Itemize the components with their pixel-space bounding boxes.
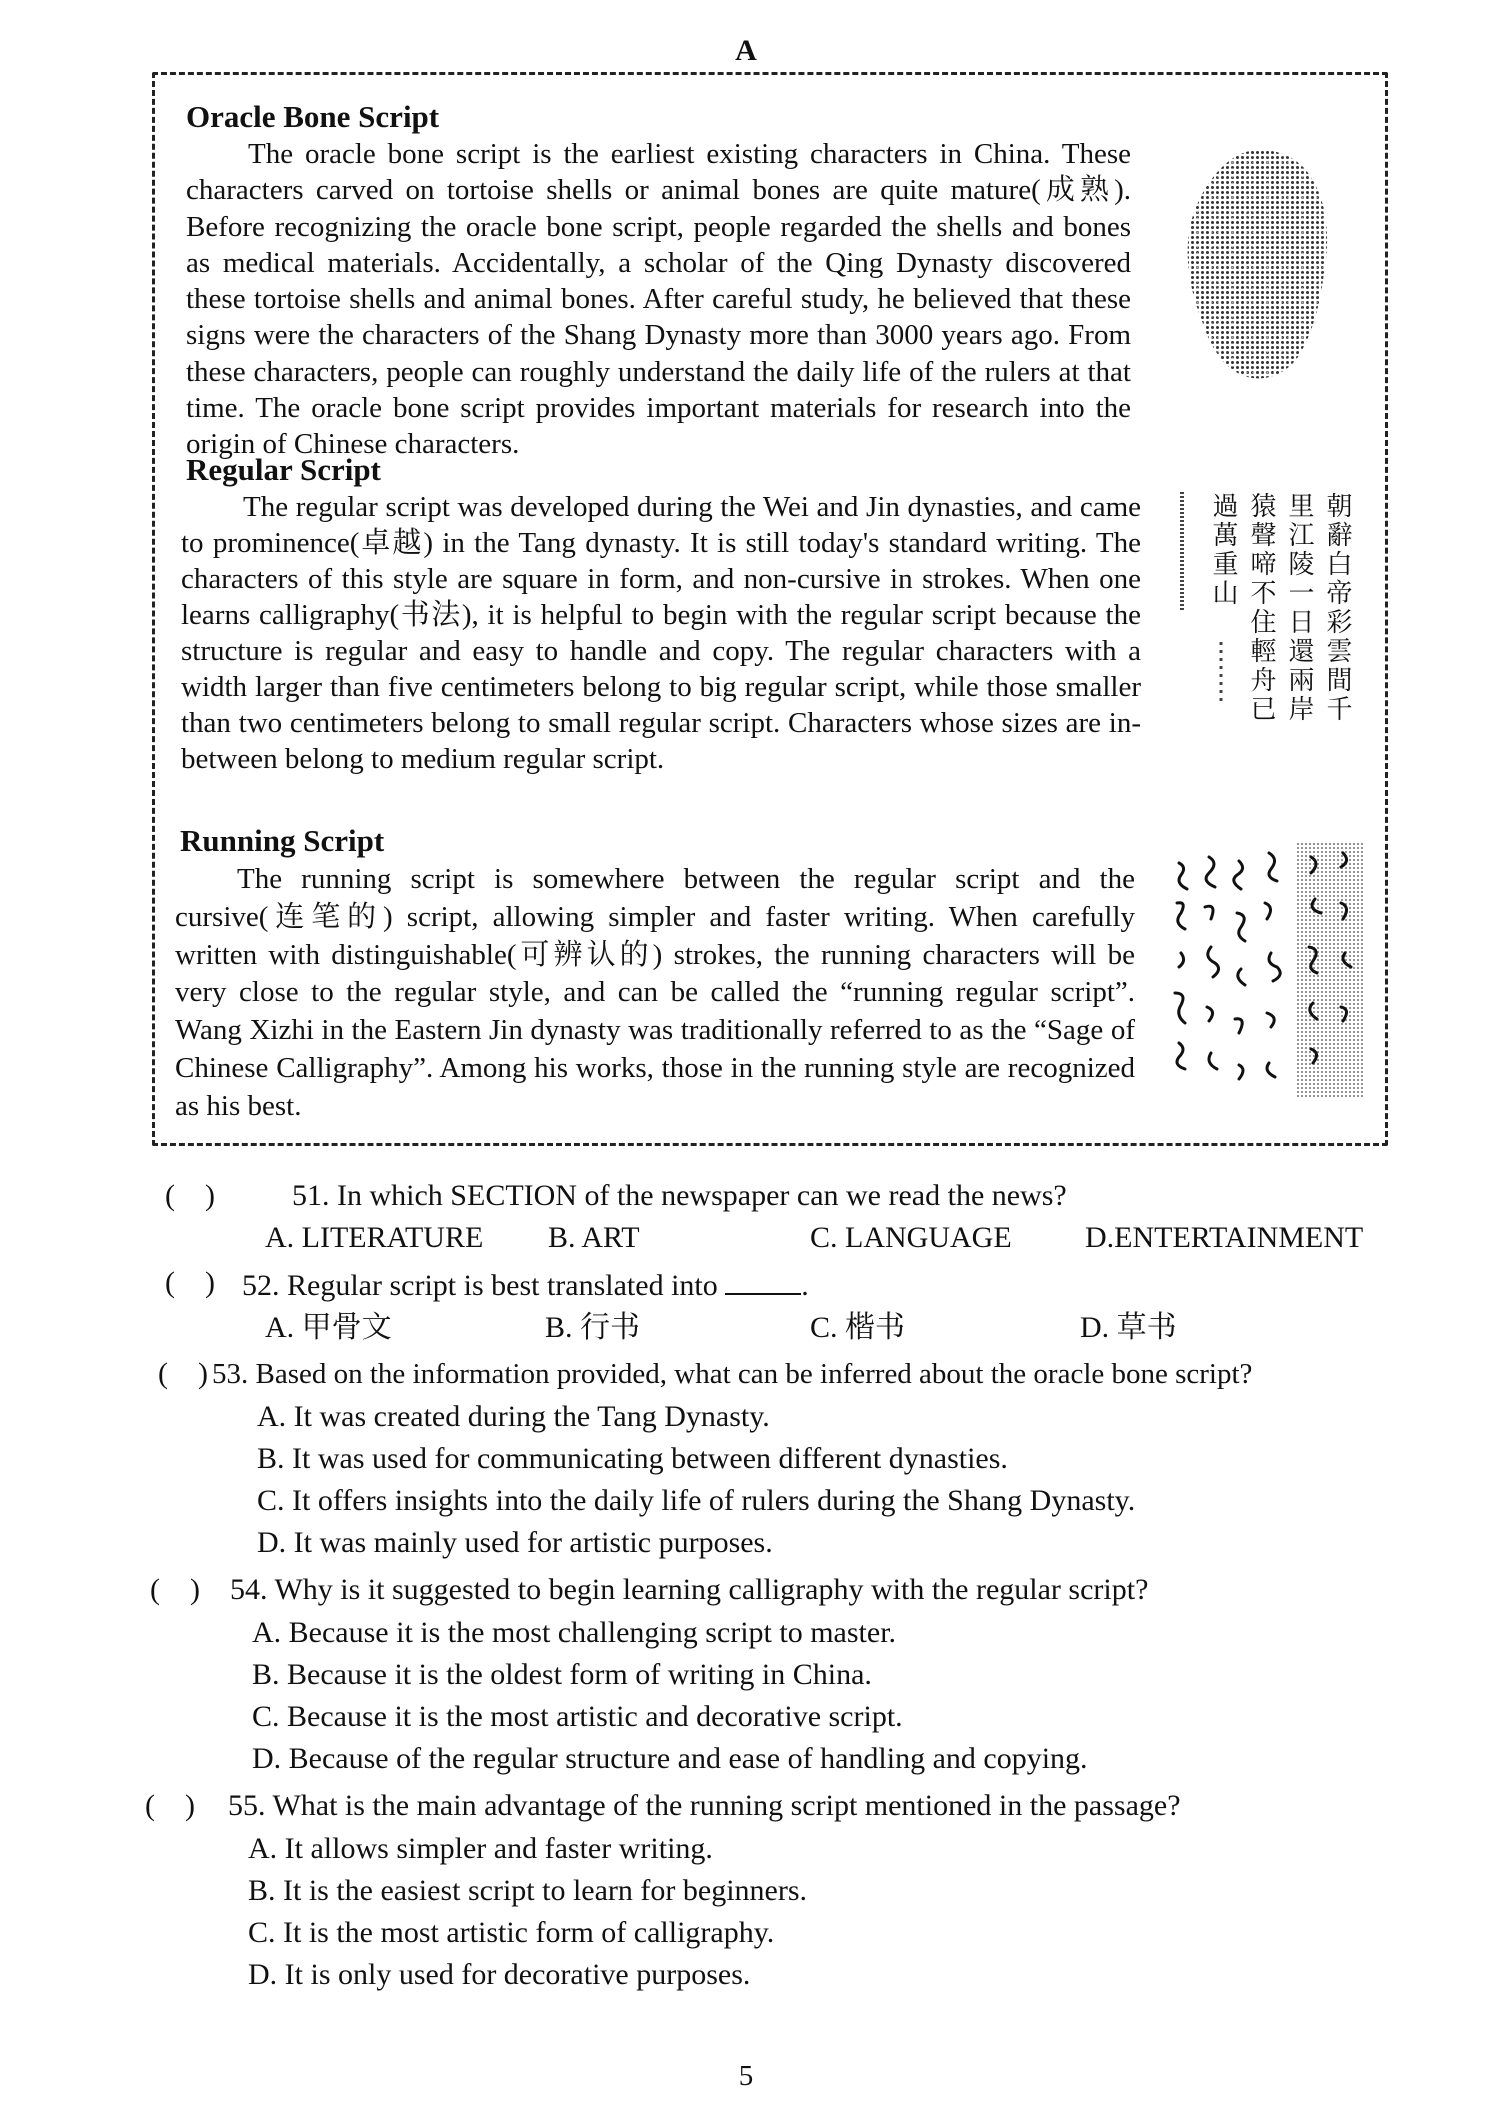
running-paragraph: The running script is somewhere between the regular script and the cursive(连笔的) script, allowing simpler and faster writing. When carefully written with distinguishable(可辨认的) strokes, the running characters will be very close to the regular style, and can be called the “running regular script”. Wang Xizhi in the Eastern Jin dynasty was traditionally referred to as the “Sage of Chinese Calligraphy”. Among his works, those in the running style are recognized as his best. <box>175 863 1135 1122</box>
question-52-stem <box>242 1263 809 1306</box>
q53-option-b[interactable]: B. It was used for communicating between different dynasties. <box>257 1442 1008 1475</box>
q55-option-a[interactable]: A. It allows simpler and faster writing. <box>248 1832 713 1865</box>
q51-option-c[interactable]: C. LANGUAGE <box>810 1221 1012 1254</box>
calligraphy-column-4: 過萬重山 <box>1208 492 1238 608</box>
section-letter: A <box>735 34 757 67</box>
q51-option-d[interactable]: D.ENTERTAINMENT <box>1085 1221 1364 1254</box>
q52-option-b[interactable]: B. 行书 <box>545 1311 641 1344</box>
oracle-heading: Oracle Bone Script <box>186 99 440 134</box>
calligraphy-column-1: 朝辭白帝彩雲間千 <box>1322 492 1352 724</box>
regular-paragraph: The regular script was developed during the Wei and Jin dynasties, and came to prominence(卓越) in the Tang dynasty. It is still today's standard writing. The characters of this style are square in form, and non-cursive in strokes. When one learns calligraphy(书法), it is helpful to begin with the regular script because the structure is regular and easy to handle and copy. The regular characters with a width larger than five centimeters belong to big regular script, while those smaller than two centimeters belong to small regular script. Characters whose sizes are in-between belong to medium regular script. <box>181 491 1141 775</box>
answer-blank-53[interactable]: ( ) <box>158 1357 208 1390</box>
regular-script-image <box>1176 492 1356 757</box>
running-paragraph-wrap <box>175 861 1135 1126</box>
regular-heading: Regular Script <box>186 452 381 487</box>
calligraphy-column-3: 猿聲啼不住輕舟已 <box>1246 492 1276 724</box>
regular-paragraph-wrap <box>181 489 1141 777</box>
q54-option-d[interactable]: D. Because of the regular structure and ease of handling and copying. <box>252 1742 1088 1775</box>
regular-script-columns <box>1208 492 1356 724</box>
q54-option-a[interactable]: A. Because it is the most challenging script to master. <box>252 1616 897 1649</box>
question-53-stem: 53. Based on the information provided, what can be inferred about the oracle bone script? <box>212 1358 1253 1390</box>
running-section <box>180 822 1140 860</box>
q52-option-c[interactable]: C. 楷书 <box>810 1311 906 1344</box>
question-52-text: 52. Regular script is best translated into <box>242 1269 718 1302</box>
oracle-paragraph-wrap <box>186 136 1131 463</box>
q53-option-d[interactable]: D. It was mainly used for artistic purposes. <box>257 1526 773 1559</box>
oracle-bone-image <box>1180 145 1335 385</box>
fill-blank-line[interactable] <box>725 1263 801 1295</box>
question-55-stem: 55. What is the main advantage of the running script mentioned in the passage? <box>228 1789 1181 1822</box>
calligraphy-column-2: 里江陵一日還兩岸 <box>1284 492 1314 724</box>
q52-option-d[interactable]: D. 草书 <box>1080 1311 1177 1344</box>
q53-option-c[interactable]: C. It offers insights into the daily life of rulers during the Shang Dynasty. <box>257 1484 1136 1517</box>
q51-option-b[interactable]: B. ART <box>548 1221 640 1254</box>
answer-blank-55[interactable]: ( ) <box>145 1789 195 1822</box>
q55-option-c[interactable]: C. It is the most artistic form of calligraphy. <box>248 1916 775 1949</box>
running-heading: Running Script <box>180 823 385 858</box>
answer-blank-54[interactable]: ( ) <box>150 1573 200 1606</box>
q54-option-b[interactable]: B. Because it is the oldest form of writing in China. <box>252 1658 872 1691</box>
q55-option-d[interactable]: D. It is only used for decorative purposes. <box>248 1958 751 1991</box>
q54-option-c[interactable]: C. Because it is the most artistic and decorative script. <box>252 1700 903 1733</box>
question-54-stem: 54. Why is it suggested to begin learning calligraphy with the regular script? <box>230 1573 1149 1606</box>
oracle-paragraph: The oracle bone script is the earliest existing characters in China. These characters carved on tortoise shells or animal bones are quite mature(成熟). Before recognizing the oracle bone script, people regarded the shells and bones as medical materials. Accidentally, a scholar of the Qing Dynasty discovered these tortoise shells and animal bones. After careful study, he believed that these signs were the characters of the Shang Dynasty more than 3000 years ago. From these characters, people can roughly understand the daily life of the rulers at that time. The oracle bone script provides important materials for research into the origin of Chinese characters. <box>186 138 1131 461</box>
question-52-end: . <box>801 1269 809 1302</box>
running-script-image <box>1165 843 1365 1113</box>
regular-section <box>186 451 1146 489</box>
q53-option-a[interactable]: A. It was created during the Tang Dynasty. <box>257 1400 770 1433</box>
oracle-section <box>186 98 1131 136</box>
q52-option-a[interactable]: A. 甲骨文 <box>265 1311 392 1344</box>
q55-option-b[interactable]: B. It is the easiest script to learn for beginners. <box>248 1874 808 1907</box>
page-number: 5 <box>738 2060 754 2092</box>
q51-option-a[interactable]: A. LITERATURE <box>265 1221 484 1254</box>
question-51-stem: 51. In which SECTION of the newspaper can we read the news? <box>292 1179 1067 1212</box>
answer-blank-51[interactable]: ( ) <box>165 1179 215 1212</box>
answer-blank-52[interactable]: ( ) <box>165 1266 215 1299</box>
